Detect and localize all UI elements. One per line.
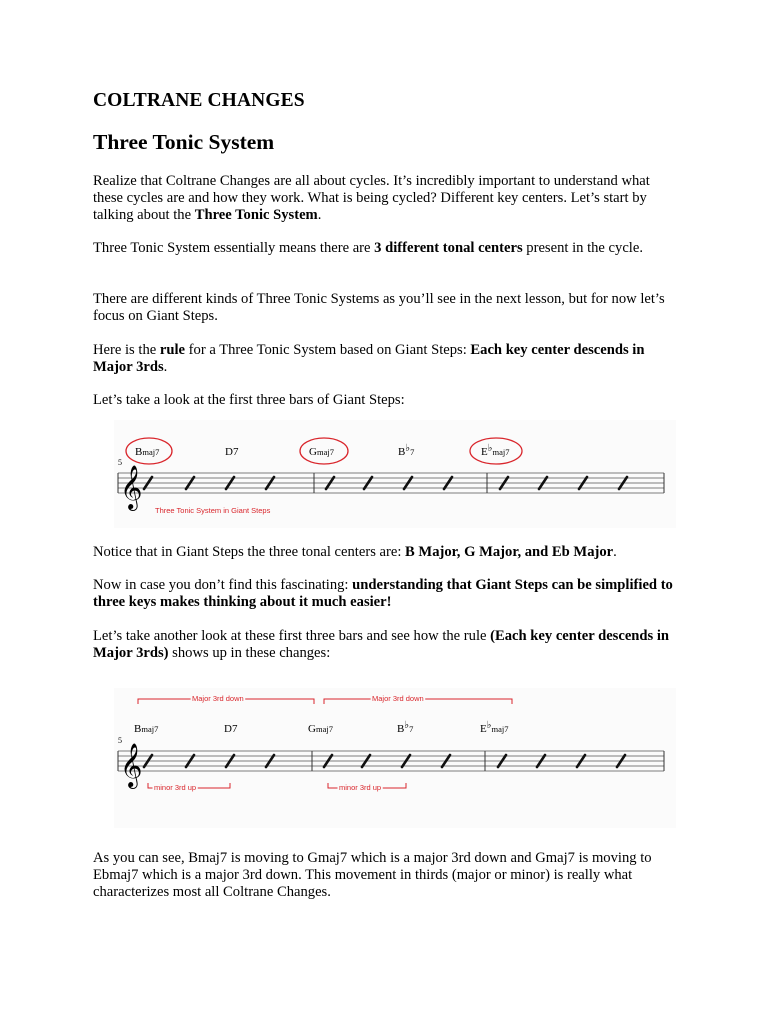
paragraph-rule: Here is the rule for a Three Tonic System based on Giant Steps: Each key center descends in Major 3rds.	[93, 342, 645, 375]
svg-text:Gmaj7: Gmaj7	[309, 446, 334, 458]
svg-text:D7: D7	[224, 723, 238, 735]
minor-third-label-1: minor 3rd up	[154, 783, 197, 792]
svg-text:B♭7: $B♭_7$	[397, 720, 414, 735]
paragraph-lead-in: Let’s take a look at the first three bars of Giant Steps:	[93, 392, 405, 408]
staff-figure-intervals	[114, 688, 676, 828]
treble-clef-icon: 𝄞	[120, 745, 143, 787]
svg-text:E♭maj7: $E♭_{maj7}$	[480, 720, 509, 735]
paragraph-another-look: Let’s take another look at these first three bars and see how the rule (Each key center descends in Major 3rds) shows up in these changes:	[93, 628, 670, 661]
major-third-label-1: Major 3rd down	[192, 694, 244, 703]
paragraph-kinds: There are different kinds of Three Tonic Systems as you’ll see in the next lesson, but for now let’s focus on Giant Steps.	[93, 291, 665, 324]
staff-figure-three-tonic	[114, 420, 676, 528]
treble-clef-icon: 𝄞	[120, 467, 143, 509]
svg-text:Bmaj7: Bmaj7	[135, 446, 160, 458]
svg-text:E♭maj7: $E♭_{maj7}$	[481, 443, 510, 458]
paragraph-tonal-centers: Notice that in Giant Steps the three tonal centers are: B Major, G Major, and Eb Major.	[93, 544, 617, 560]
major-third-label-2: Major 3rd down	[372, 694, 424, 703]
minor-third-label-2: minor 3rd up	[339, 783, 382, 792]
svg-text:Bmaj7: Bmaj7	[134, 723, 159, 735]
figure-caption: Three Tonic System in Giant Steps	[155, 506, 271, 515]
section-title: Three Tonic System	[93, 130, 275, 154]
measure-number: 5	[118, 736, 122, 745]
svg-text:B♭7: $B♭_7$	[398, 443, 415, 458]
svg-text:D7: D7	[225, 446, 239, 458]
paragraph-intro: Realize that Coltrane Changes are all about cycles. It’s incredibly important to understand what these cycles are and how they work. What is being cycled? Different key centers. Let’s start by talking about the Three Tonic System.	[93, 173, 650, 223]
svg-text:Gmaj7: Gmaj7	[308, 723, 333, 735]
document-title: COLTRANE CHANGES	[93, 90, 305, 111]
paragraph-definition: Three Tonic System essentially means there are 3 different tonal centers present in the cycle.	[93, 240, 643, 256]
paragraph-conclusion: As you can see, Bmaj7 is moving to Gmaj7 which is a major 3rd down and Gmaj7 is moving to Ebmaj7 which is a major 3rd down. This movement in thirds (major or minor) is really what characterizes most all Coltrane Changes.	[93, 850, 652, 900]
paragraph-fascinating: Now in case you don’t find this fascinating: understanding that Giant Steps can be simplified to three keys makes thinking about it much easier!	[93, 577, 673, 610]
measure-number: 5	[118, 458, 122, 467]
